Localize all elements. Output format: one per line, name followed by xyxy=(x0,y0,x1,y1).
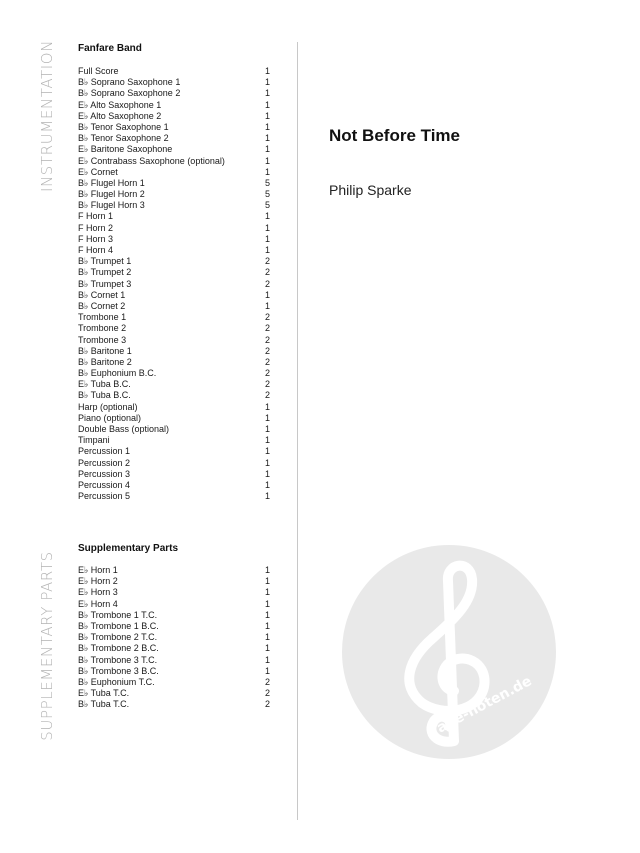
part-row xyxy=(78,111,270,122)
part-row xyxy=(78,390,270,401)
part-name: B♭ Trombone 3 T.C. xyxy=(78,654,158,665)
part-name: B♭ Euphonium T.C. xyxy=(78,676,155,687)
part-row xyxy=(78,234,270,245)
part-row xyxy=(78,599,270,610)
part-row xyxy=(78,200,270,211)
supplementary-side-label: SUPPLEMENTARY PARTS xyxy=(38,551,56,741)
part-row xyxy=(78,424,270,435)
part-name: E♭ Horn 2 xyxy=(78,576,118,587)
part-count: 2 xyxy=(264,334,270,345)
part-count: 1 xyxy=(264,587,270,598)
part-row xyxy=(78,267,270,278)
part-row xyxy=(78,565,270,576)
part-row xyxy=(78,435,270,446)
part-count: 1 xyxy=(264,233,270,244)
part-name: E♭ Cornet xyxy=(78,166,118,177)
part-count: 1 xyxy=(264,121,270,132)
part-row xyxy=(78,621,270,632)
part-row xyxy=(78,167,270,178)
part-name: E♭ Horn 3 xyxy=(78,587,118,598)
part-name: Trombone 1 xyxy=(78,312,127,323)
part-count: 1 xyxy=(264,66,270,76)
part-count: 1 xyxy=(264,565,270,575)
part-count: 1 xyxy=(264,654,270,665)
part-name: B♭ Trombone 2 B.C. xyxy=(78,643,159,654)
part-row xyxy=(78,379,270,390)
part-count: 1 xyxy=(264,289,270,300)
part-name: Double Bass (optional) xyxy=(78,424,170,434)
part-row xyxy=(78,178,270,189)
piece-title: Not Before Time xyxy=(329,126,460,145)
part-row xyxy=(78,133,270,144)
part-row xyxy=(78,402,270,413)
part-count: 1 xyxy=(264,435,270,446)
part-count: 1 xyxy=(264,401,270,412)
part-count: 5 xyxy=(264,177,270,188)
part-count: 5 xyxy=(264,200,270,211)
instrumentation-side-label: INSTRUMENTATION xyxy=(38,39,56,193)
part-row xyxy=(78,576,270,587)
part-name: Percussion 2 xyxy=(78,457,131,468)
part-name: E♭ Baritone Saxophone xyxy=(78,144,173,155)
part-name: B♭ Trumpet 1 xyxy=(78,256,132,267)
part-row xyxy=(78,335,270,346)
part-row xyxy=(78,655,270,666)
part-count: 2 xyxy=(264,676,270,687)
part-name: B♭ Trombone 1 B.C. xyxy=(78,620,159,631)
part-name: Percussion 5 xyxy=(78,491,131,502)
part-row xyxy=(78,666,270,677)
part-count: 1 xyxy=(264,446,270,457)
part-count: 1 xyxy=(264,144,270,155)
watermark-text: alle-noten.de xyxy=(434,673,535,737)
part-row xyxy=(78,699,270,710)
part-name: B♭ Cornet 2 xyxy=(78,300,126,311)
part-count: 1 xyxy=(264,665,270,676)
part-name: B♭ Tuba B.C. xyxy=(78,390,131,401)
fanfare-band-heading: Fanfare Band xyxy=(78,43,142,54)
part-name: Percussion 4 xyxy=(78,479,131,490)
part-row xyxy=(78,446,270,457)
part-count: 1 xyxy=(264,222,270,233)
part-row xyxy=(78,610,270,621)
part-count: 2 xyxy=(264,379,270,390)
part-name: E♭ Alto Saxophone 1 xyxy=(78,99,162,110)
part-count: 1 xyxy=(264,491,270,502)
part-row xyxy=(78,279,270,290)
supplementary-parts-list xyxy=(78,565,270,710)
part-name: Full Score xyxy=(78,66,119,76)
part-count: 1 xyxy=(264,412,270,423)
part-row xyxy=(78,643,270,654)
part-count: 2 xyxy=(264,390,270,401)
part-count: 1 xyxy=(264,99,270,110)
part-name: E♭ Alto Saxophone 2 xyxy=(78,110,162,121)
part-row xyxy=(78,301,270,312)
part-name: Trombone 3 xyxy=(78,334,127,345)
supplementary-parts-heading: Supplementary Parts xyxy=(78,543,179,554)
part-row xyxy=(78,632,270,643)
part-count: 2 xyxy=(264,323,270,334)
part-name: Percussion 1 xyxy=(78,446,131,457)
part-count: 2 xyxy=(264,345,270,356)
part-count: 1 xyxy=(264,598,270,609)
part-name: B♭ Trumpet 2 xyxy=(78,267,132,278)
part-name: B♭ Trumpet 3 xyxy=(78,278,132,289)
part-row xyxy=(78,346,270,357)
part-row xyxy=(78,156,270,167)
part-name: Timpani xyxy=(78,435,110,446)
part-name: B♭ Soprano Saxophone 1 xyxy=(78,77,181,88)
part-count: 2 xyxy=(264,256,270,267)
part-count: 1 xyxy=(264,609,270,620)
part-row xyxy=(78,122,270,133)
part-row xyxy=(78,312,270,323)
part-count: 1 xyxy=(264,77,270,88)
part-row xyxy=(78,469,270,480)
part-row xyxy=(78,211,270,222)
part-name: Trombone 2 xyxy=(78,323,127,334)
part-row xyxy=(78,66,270,77)
part-count: 2 xyxy=(264,699,270,710)
part-row xyxy=(78,458,270,469)
part-name: Piano (optional) xyxy=(78,412,142,423)
part-count: 1 xyxy=(264,632,270,643)
part-name: B♭ Baritone 1 xyxy=(78,345,132,356)
part-count: 1 xyxy=(264,479,270,490)
part-name: Harp (optional) xyxy=(78,401,138,412)
part-name: E♭ Contrabass Saxophone (optional) xyxy=(78,155,225,166)
part-name: E♭ Tuba T.C. xyxy=(78,688,130,699)
part-name: B♭ Flugel Horn 2 xyxy=(78,189,145,200)
part-name: B♭ Tenor Saxophone 1 xyxy=(78,121,169,132)
part-row xyxy=(78,290,270,301)
part-name: E♭ Horn 4 xyxy=(78,598,118,609)
part-name: B♭ Baritone 2 xyxy=(78,356,132,367)
part-name: B♭ Cornet 1 xyxy=(78,289,126,300)
part-row xyxy=(78,491,270,502)
part-count: 1 xyxy=(264,457,270,468)
part-row xyxy=(78,189,270,200)
composer-name: Philip Sparke xyxy=(329,182,412,198)
part-count: 1 xyxy=(264,300,270,311)
part-name: B♭ Trombone 1 T.C. xyxy=(78,609,158,620)
part-row xyxy=(78,245,270,256)
part-row xyxy=(78,688,270,699)
part-count: 2 xyxy=(264,267,270,278)
part-count: 2 xyxy=(264,356,270,367)
part-count: 1 xyxy=(264,576,270,587)
part-row xyxy=(78,77,270,88)
part-row xyxy=(78,480,270,491)
part-name: B♭ Soprano Saxophone 2 xyxy=(78,88,181,99)
part-row xyxy=(78,413,270,424)
part-row xyxy=(78,144,270,155)
part-name: B♭ Tenor Saxophone 2 xyxy=(78,133,169,144)
part-name: F Horn 3 xyxy=(78,233,114,244)
part-name: B♭ Trombone 2 T.C. xyxy=(78,632,158,643)
part-count: 2 xyxy=(264,312,270,323)
part-row xyxy=(78,88,270,99)
part-row xyxy=(78,223,270,234)
part-row xyxy=(78,323,270,334)
part-name: E♭ Tuba B.C. xyxy=(78,379,131,390)
part-count: 1 xyxy=(264,245,270,255)
part-name: F Horn 4 xyxy=(78,245,114,255)
part-count: 1 xyxy=(264,643,270,654)
part-name: E♭ Horn 1 xyxy=(78,565,118,575)
part-count: 1 xyxy=(264,468,270,479)
part-row xyxy=(78,677,270,688)
part-count: 1 xyxy=(264,88,270,99)
part-row xyxy=(78,357,270,368)
part-row xyxy=(78,256,270,267)
part-name: B♭ Tuba T.C. xyxy=(78,699,130,710)
part-count: 2 xyxy=(264,278,270,289)
part-name: B♭ Trombone 3 B.C. xyxy=(78,665,159,676)
part-name: F Horn 2 xyxy=(78,222,114,233)
part-count: 5 xyxy=(264,189,270,200)
part-count: 1 xyxy=(264,110,270,121)
part-count: 1 xyxy=(264,211,270,222)
part-row xyxy=(78,368,270,379)
part-count: 1 xyxy=(264,424,270,434)
part-count: 2 xyxy=(264,368,270,379)
part-name: Percussion 3 xyxy=(78,468,131,479)
part-name: B♭ Flugel Horn 1 xyxy=(78,177,145,188)
column-divider xyxy=(297,42,298,820)
part-count: 1 xyxy=(264,166,270,177)
part-row xyxy=(78,587,270,598)
part-name: B♭ Flugel Horn 3 xyxy=(78,200,145,211)
fanfare-parts-list xyxy=(78,66,270,502)
part-count: 2 xyxy=(264,688,270,699)
part-name: B♭ Euphonium B.C. xyxy=(78,368,157,379)
part-count: 1 xyxy=(264,133,270,144)
part-count: 1 xyxy=(264,155,270,166)
part-row xyxy=(78,100,270,111)
part-name: F Horn 1 xyxy=(78,211,114,222)
part-count: 1 xyxy=(264,620,270,631)
treble-clef-watermark xyxy=(342,545,556,759)
